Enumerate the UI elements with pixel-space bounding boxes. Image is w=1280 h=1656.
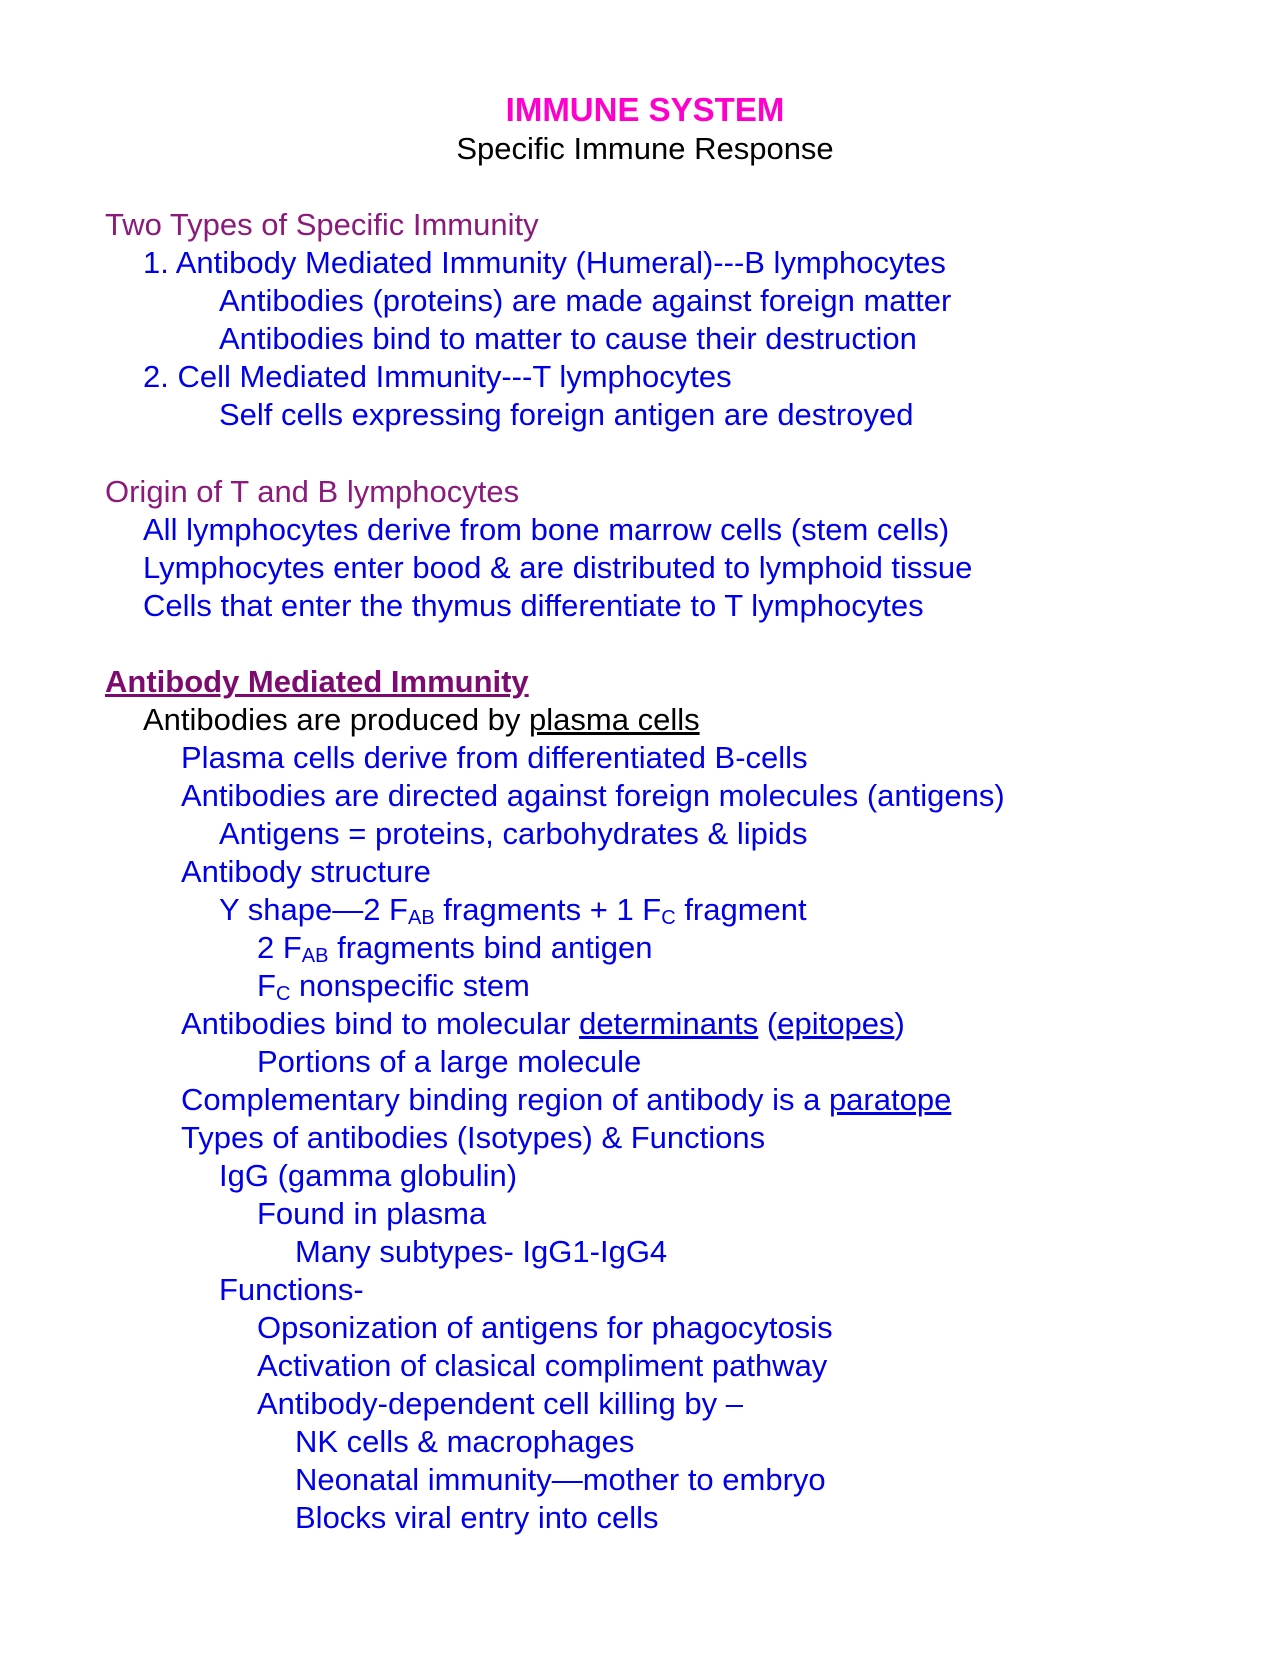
text-line: NK cells & macrophages [295, 1424, 635, 1459]
text-line: Blocks viral entry into cells [295, 1500, 659, 1535]
text-line: Opsonization of antigens for phagocytosis [257, 1310, 833, 1345]
text-line: Found in plasma [257, 1196, 487, 1231]
text-fragment: fragments + 1 F [434, 892, 662, 927]
list-subitem: Self cells expressing foreign antigen are destroyed [219, 397, 914, 432]
list-item-antibody-mediated: 1. Antibody Mediated Immunity (Humeral)---B lymphocytes [143, 245, 946, 280]
text-fragment: nonspecific stem [290, 968, 530, 1003]
text-fragment: Y shape—2 F [219, 892, 408, 927]
text-line: Portions of a large molecule [257, 1044, 642, 1079]
text-line: Neonatal immunity—mother to embryo [295, 1462, 826, 1497]
subscript: C [661, 907, 676, 929]
text-line: Plasma cells derive from differentiated B-cells [181, 740, 808, 775]
text-line-produced-by [143, 701, 700, 739]
text-line: Lymphocytes enter bood & are distributed to lymphoid tissue [143, 550, 973, 585]
list-subitem: Antibodies bind to matter to cause their destruction [219, 321, 917, 356]
text-fragment: F [257, 968, 276, 1003]
text-line: IgG (gamma globulin) [219, 1158, 518, 1193]
text-line: Antibody-dependent cell killing by – [257, 1386, 743, 1421]
text-fragment: ) [894, 1006, 905, 1041]
text-fragment: fragments bind antigen [328, 930, 653, 965]
text-line: Types of antibodies (Isotypes) & Functions [181, 1120, 766, 1155]
section-heading-two-types: Two Types of Specific Immunity [105, 207, 539, 242]
text-line: Functions- [219, 1272, 364, 1307]
text-line: Antigens = proteins, carbohydrates & lipids [219, 816, 808, 851]
subscript: AB [301, 945, 329, 967]
page-title: IMMUNE SYSTEM [505, 91, 785, 128]
text-line: Cells that enter the thymus differentiate to T lymphocytes [143, 588, 924, 623]
section-heading-antibody-mediated: Antibody Mediated Immunity [105, 664, 529, 699]
text-line-fc [257, 967, 530, 1005]
text-line-y-shape [219, 891, 807, 929]
text-fragment: 2 F [257, 930, 302, 965]
text-line-fab [257, 929, 652, 967]
text-line: Many subtypes- IgG1-IgG4 [295, 1234, 668, 1269]
page-subtitle: Specific Immune Response [456, 131, 834, 166]
text-fragment: fragment [675, 892, 807, 927]
text-line-determinants [181, 1005, 905, 1043]
section-heading-origin: Origin of T and B lymphocytes [105, 474, 520, 509]
text-line: Activation of clasical compliment pathway [257, 1348, 828, 1383]
subscript: AB [407, 907, 435, 929]
text-line-paratope [181, 1081, 951, 1119]
subscript: C [275, 983, 291, 1005]
term-paratope: paratope [828, 1082, 952, 1117]
text-line: Antibody structure [181, 854, 431, 889]
term-determinants: determinants [579, 1006, 759, 1041]
term-plasma-cells: plasma cells [529, 702, 700, 737]
text-fragment: Antibodies bind to molecular [181, 1006, 580, 1041]
term-epitopes: epitopes [777, 1006, 895, 1041]
text-fragment: Complementary binding region of antibody is a [181, 1082, 829, 1117]
text-line: Antibodies are directed against foreign molecules (antigens) [181, 778, 1005, 813]
list-subitem: Antibodies (proteins) are made against foreign matter [219, 283, 952, 318]
list-item-cell-mediated: 2. Cell Mediated Immunity---T lymphocytes [143, 359, 732, 394]
text-fragment: Antibodies are produced by [143, 702, 530, 737]
text-line: All lymphocytes derive from bone marrow cells (stem cells) [143, 512, 950, 547]
text-fragment: ( [758, 1006, 778, 1041]
